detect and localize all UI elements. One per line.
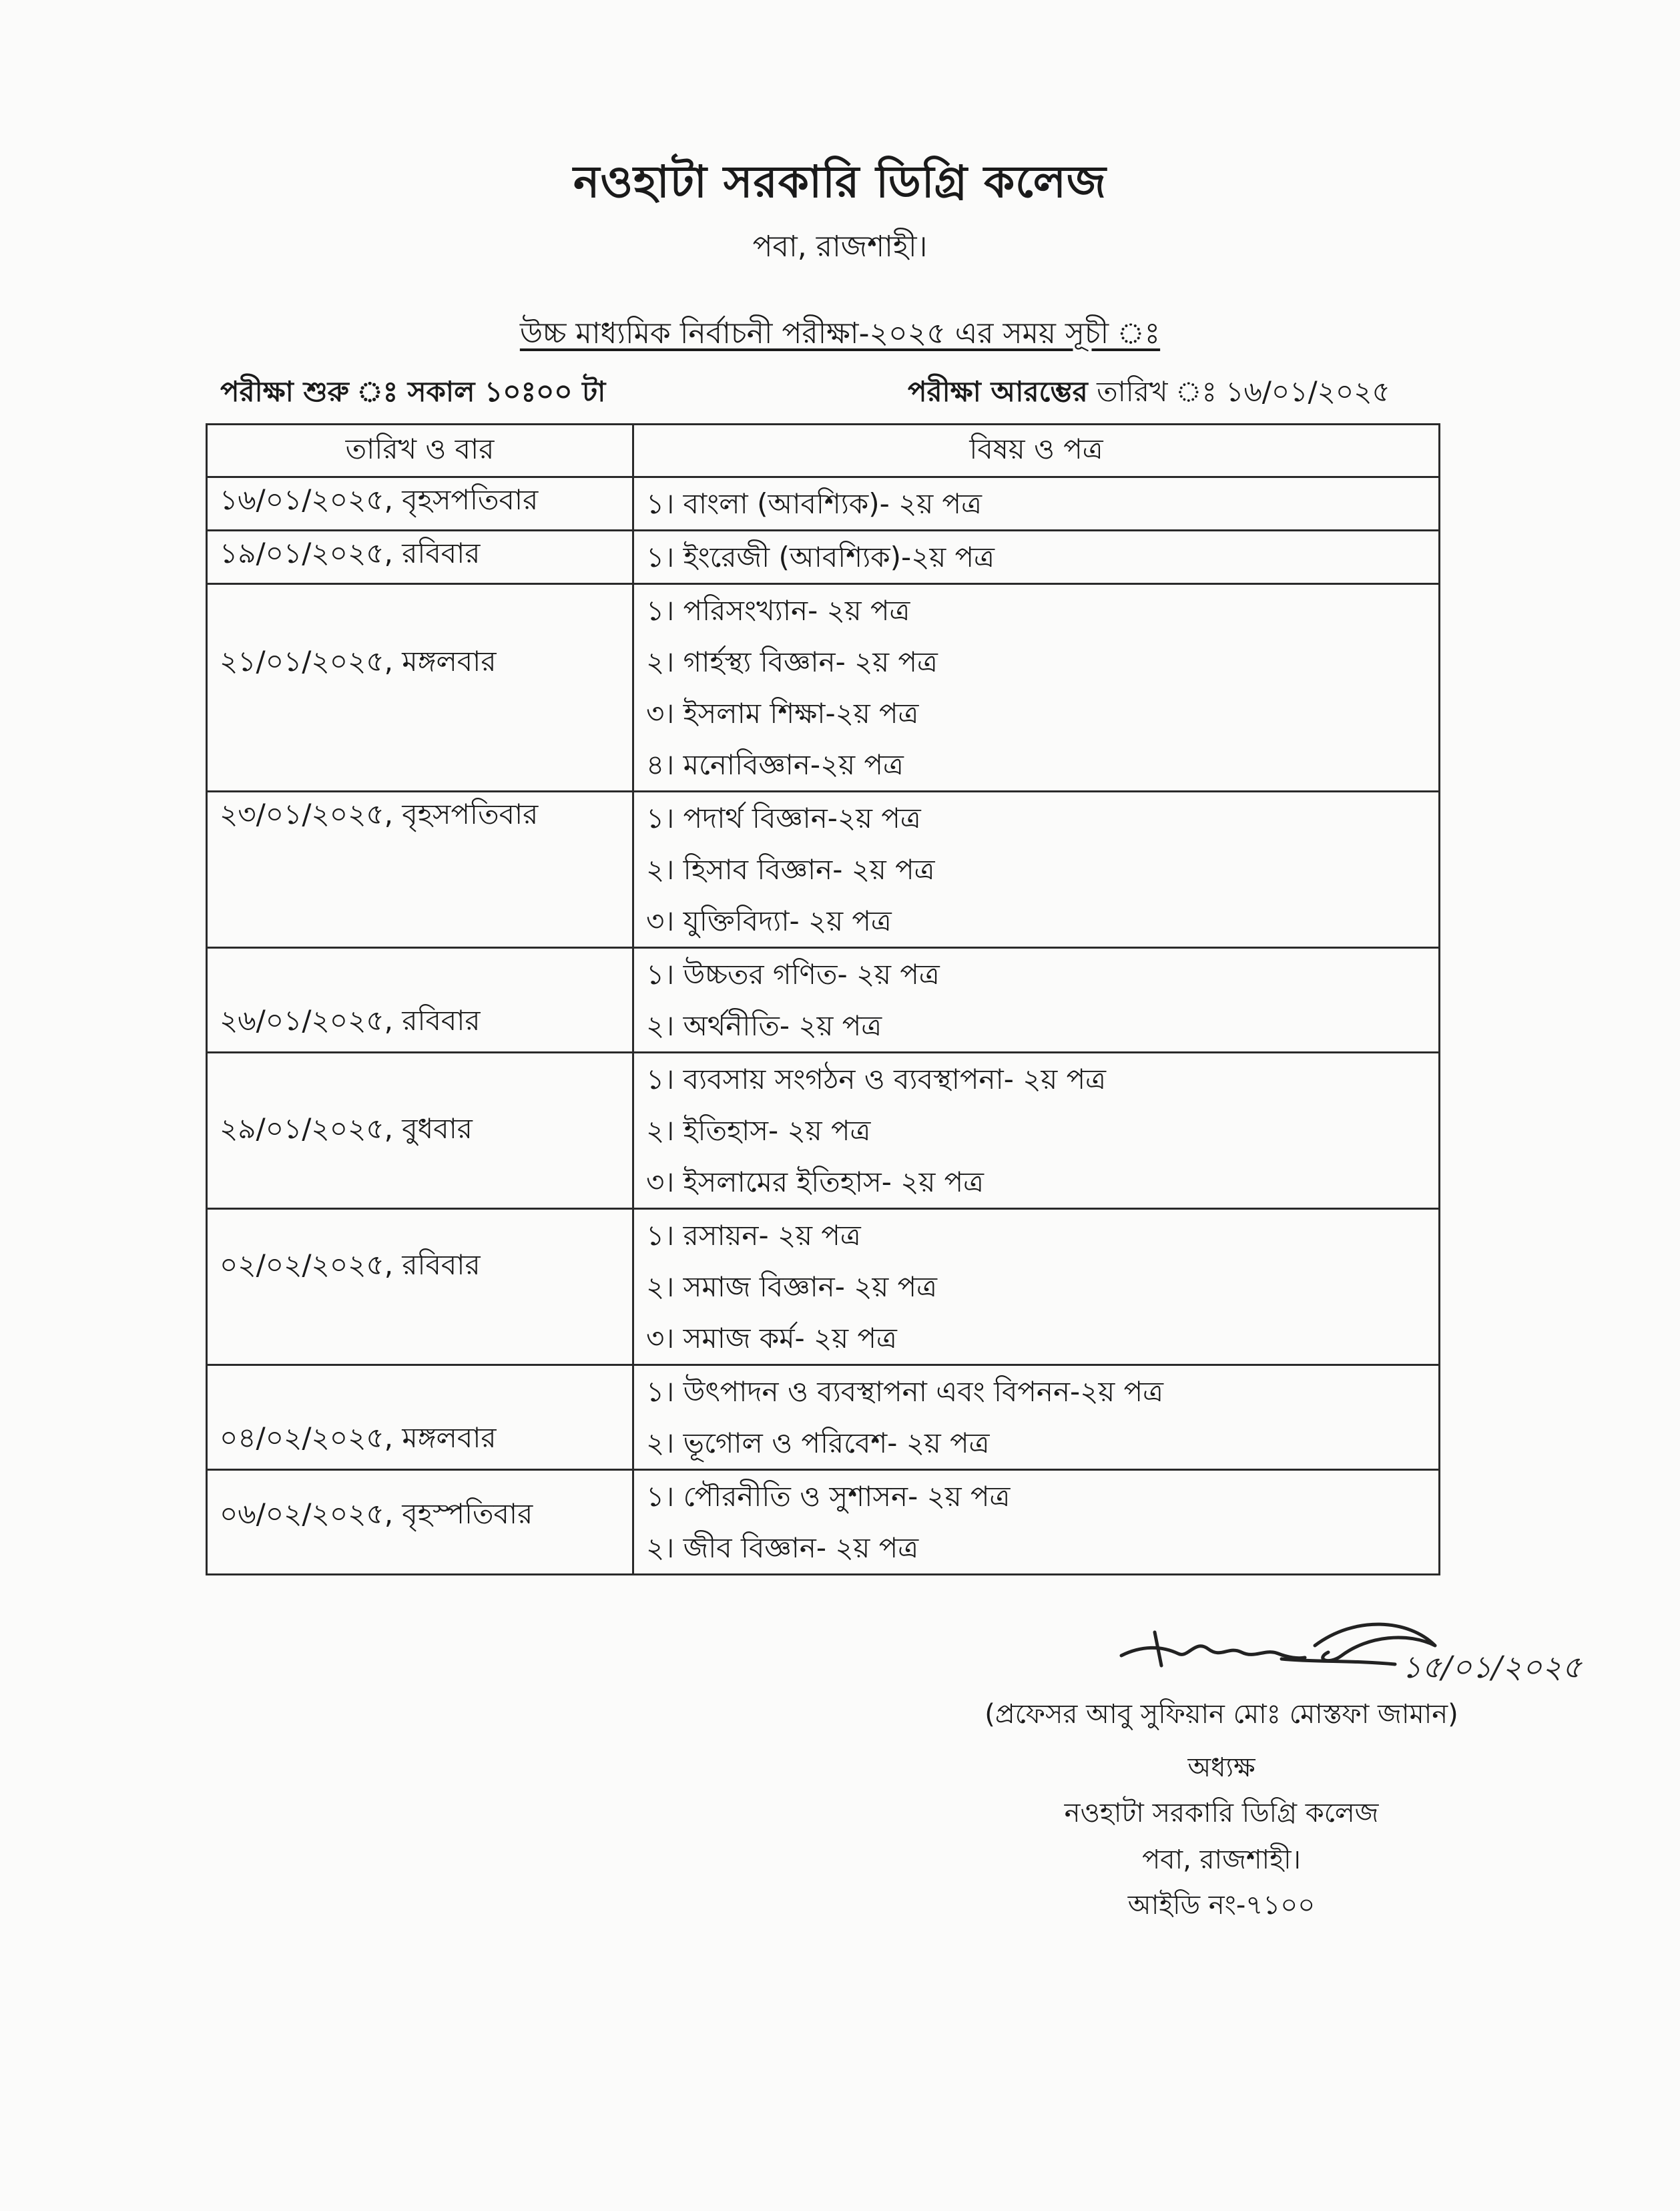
- date-column-header: তারিখ ও বার: [207, 425, 633, 477]
- row-date: ১৯/০১/২০২৫, রবিবার: [207, 531, 633, 584]
- table-row: [207, 477, 1440, 531]
- row-subjects: [633, 948, 1440, 1053]
- college-name: নওহাটা সরকারি ডিগ্রি কলেজ: [573, 156, 1107, 208]
- row-date: ২৬/০১/২০২৫, রবিবার: [207, 948, 633, 1053]
- table-row: [207, 531, 1440, 584]
- subject-item: ৩। ইসলামের ইতিহাস- ২য় পত্র: [646, 1166, 985, 1198]
- table-row: [207, 1209, 1440, 1365]
- subject-item: ১। রসায়ন- ২য় পত্র: [646, 1219, 861, 1252]
- row-date: ২৩/০১/২০২৫, বৃহসপতিবার: [207, 792, 633, 948]
- table-row: [207, 948, 1440, 1053]
- row-date: ০৬/০২/২০২৫, বৃহস্পতিবার: [207, 1470, 633, 1575]
- subject-item: ৪। মনোবিজ্ঞান-২য় পত্র: [646, 748, 904, 781]
- subject-item: ১। উৎপাদন ও ব্যবস্থাপনা এবং বিপনন-২য় পত্র: [646, 1375, 1163, 1408]
- row-date: ০২/০২/২০২৫, রবিবার: [207, 1209, 633, 1365]
- row-date: ১৬/০১/২০২৫, বৃহসপতিবার: [207, 477, 633, 531]
- row-subjects: [633, 531, 1440, 584]
- exam-start-time: পরীক্ষা শুরু ঃ সকাল ১০ঃ০০ টা: [220, 375, 606, 408]
- subject-item: ২। গার্হস্থ্য বিজ্ঞান- ২য় পত্র: [646, 646, 938, 678]
- subject-item: ৩। ইসলাম শিক্ষা-২য় পত্র: [646, 697, 919, 730]
- row-subjects: [633, 1470, 1440, 1575]
- subject-item: ১। ইংরেজী (আবশ্যিক)-২য় পত্র: [646, 541, 995, 573]
- exam-start-date-value: তারিখ ঃ ১৬/০১/২০২৫: [1097, 375, 1390, 408]
- subject-item: ২। অর্থনীতি- ২য় পত্র: [646, 1009, 882, 1042]
- exam-start-date-label: পরীক্ষা আরম্ভের: [908, 375, 1088, 408]
- schedule-title: [0, 311, 1680, 360]
- row-subjects: [633, 1053, 1440, 1209]
- table-row: [207, 584, 1440, 792]
- exam-start-date: [908, 370, 1390, 417]
- subject-item: ১। পৌরনীতি ও সুশাসন- ২য় পত্র: [646, 1480, 1011, 1513]
- subject-item: ১। ব্যবসায় সংগঠন ও ব্যবস্থাপনা- ২য় পত্র: [646, 1063, 1106, 1095]
- subject-item: ৩। সমাজ কর্ম- ২য় পত্র: [646, 1322, 897, 1355]
- schedule-title-text: উচ্চ মাধ্যমিক নির্বাচনী পরীক্ষা-২০২৫ এর সময় সূচী ঃ: [519, 316, 1161, 350]
- table-header-row: [207, 425, 1440, 477]
- row-subjects: [633, 792, 1440, 948]
- row-subjects: [633, 584, 1440, 792]
- subject-column-header: বিষয় ও পত্র: [633, 425, 1440, 477]
- principal-name: (প্রফেসর আবু সুফিয়ান মোঃ মোস্তফা জামান): [985, 1699, 1458, 1730]
- subject-item: ১। পদার্থ বিজ্ঞান-২য় পত্র: [646, 802, 921, 834]
- subject-item: ২। জীব বিজ্ঞান- ২য় পত্র: [646, 1531, 919, 1564]
- college-id: আইডি নং-৭১০০: [1127, 1890, 1316, 1921]
- row-date: ২৯/০১/২০২৫, বুধবার: [207, 1053, 633, 1209]
- subject-item: ২। ভূগোল ও পরিবেশ- ২য় পত্র: [646, 1427, 990, 1459]
- exam-schedule-table: [206, 423, 1440, 1575]
- subject-item: ৩। যুক্তিবিদ্যা- ২য় পত্র: [646, 905, 892, 937]
- subject-item: ১। পরিসংখ্যান- ২য় পত্র: [646, 594, 910, 627]
- signature-address: পবা, রাজশাহী।: [1142, 1845, 1301, 1875]
- handwritten-date: ১৫/০১/২০২৫: [1402, 1649, 1583, 1685]
- subject-item: ২। সমাজ বিজ্ঞান- ২য় পত্র: [646, 1270, 937, 1303]
- table-row: [207, 1470, 1440, 1575]
- row-subjects: [633, 477, 1440, 531]
- row-date: ২১/০১/২০২৫, মঙ্গলবার: [207, 584, 633, 792]
- row-subjects: [633, 1365, 1440, 1470]
- signature-college-name: নওহাটা সরকারি ডিগ্রি কলেজ: [1064, 1798, 1379, 1828]
- row-subjects: [633, 1209, 1440, 1365]
- table-row: [207, 792, 1440, 948]
- subject-item: ১। উচ্চতর গণিত- ২য় পত্র: [646, 958, 940, 991]
- college-address: পবা, রাজশাহী।: [752, 230, 928, 264]
- row-date: ০৪/০২/২০২৫, মঙ্গলবার: [207, 1365, 633, 1470]
- subject-item: ১। বাংলা (আবশ্যিক)- ২য় পত্র: [646, 487, 982, 520]
- subject-item: ২। ইতিহাস- ২য় পত্র: [646, 1114, 871, 1147]
- principal-designation: অধ্যক্ষ: [1187, 1752, 1255, 1783]
- subject-item: ২। হিসাব বিজ্ঞান- ২য় পত্র: [646, 853, 935, 886]
- table-row: [207, 1053, 1440, 1209]
- table-row: [207, 1365, 1440, 1470]
